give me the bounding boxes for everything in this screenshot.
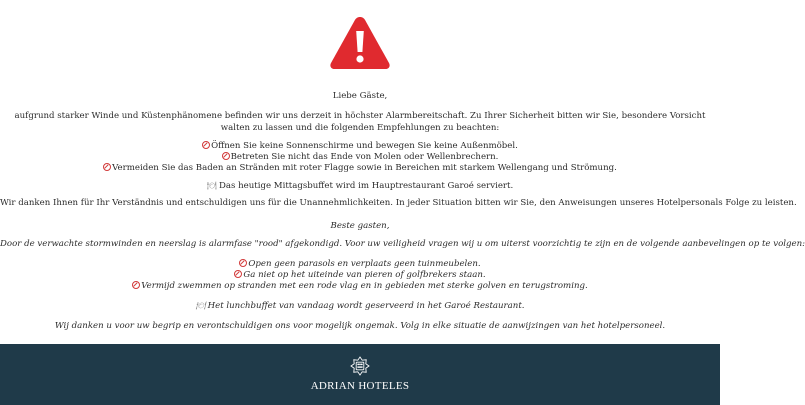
dutch-rule-2-text: Ga niet op het uiteinde van pieren of golfbrekers staan. bbox=[243, 270, 486, 280]
dutch-buffet-text: Het lunchbuffet van vandaag wordt geserveerd in het Garoé Restaurant. bbox=[207, 301, 525, 311]
german-rule-1-text: Öffnen Sie keine Sonnenschirme und bewegen Sie keine Außenmöbel. bbox=[211, 141, 518, 151]
dutch-rule-3 bbox=[0, 280, 720, 292]
german-buffet-text: Das heutige Mittagsbuffet wird im Hauptrestaurant Garoé serviert. bbox=[218, 181, 514, 191]
dutch-rule-1-text: Open geen parasols en verplaats geen tuinmeubelen. bbox=[248, 259, 481, 269]
german-intro: aufgrund starker Winde und Küstenphänomene befinden wir uns derzeit in höchster Alarmbereitschaft. Zu Ihrer Sicherheit bitten wir Sie, besondere Vorsicht walten zu lassen und die folgenden Empfehlungen zu beachten: bbox=[14, 111, 706, 133]
no-entry-icon bbox=[103, 163, 111, 171]
no-entry-icon bbox=[234, 270, 242, 278]
brand-name: ADRIAN HOTELES bbox=[310, 380, 410, 392]
warning-triangle-icon bbox=[328, 14, 392, 72]
dutch-greeting: Beste gasten, bbox=[330, 221, 390, 231]
dutch-thanks: Wij danken u voor uw begrip en verontschuldigen ons voor mogelijk ongemak. Volg in elke situatie de aanwijzingen van het hotelpersoneel. bbox=[54, 321, 666, 331]
german-thanks: Wir danken Ihnen für Ihr Verständnis und entschuldigen uns für die Unannehmlichkeiten. In jeder Situation bitten wir Sie, den Anweisungen unseres Hotelpersonals Folge zu leisten. bbox=[0, 198, 797, 208]
no-entry-icon bbox=[222, 152, 230, 160]
plate-icon: 🍽 bbox=[195, 301, 206, 310]
dutch-rule-3-text: Vermijd zwemmen op stranden met een rode vlag en in gebieden met sterke golven en terugstroming. bbox=[141, 281, 588, 291]
german-rule-3 bbox=[0, 162, 720, 174]
dutch-intro: Door de verwachte stormwinden en neerslag is alarmfase "rood" afgekondigd. Voor uw veiligheid vragen wij u om uiterst voorzichtig te zijn en de volgende aanbevelingen op te volgen: bbox=[0, 239, 805, 249]
german-greeting: Liebe Gäste, bbox=[332, 91, 388, 101]
dutch-buffet bbox=[0, 300, 720, 312]
german-rule-3-text: Vermeiden Sie das Baden an Stränden mit roter Flagge sowie in Bereichen mit starkem Wellengang und Strömung. bbox=[112, 163, 617, 173]
adrian-hoteles-logo-icon bbox=[350, 356, 370, 376]
german-buffet bbox=[0, 180, 720, 192]
plate-icon: 🍽 bbox=[206, 181, 217, 190]
no-entry-icon bbox=[239, 259, 247, 267]
no-entry-icon bbox=[202, 141, 210, 149]
german-rule-2-text: Betreten Sie nicht das Ende von Molen oder Wellenbrechern. bbox=[230, 152, 499, 162]
no-entry-icon bbox=[132, 281, 140, 289]
